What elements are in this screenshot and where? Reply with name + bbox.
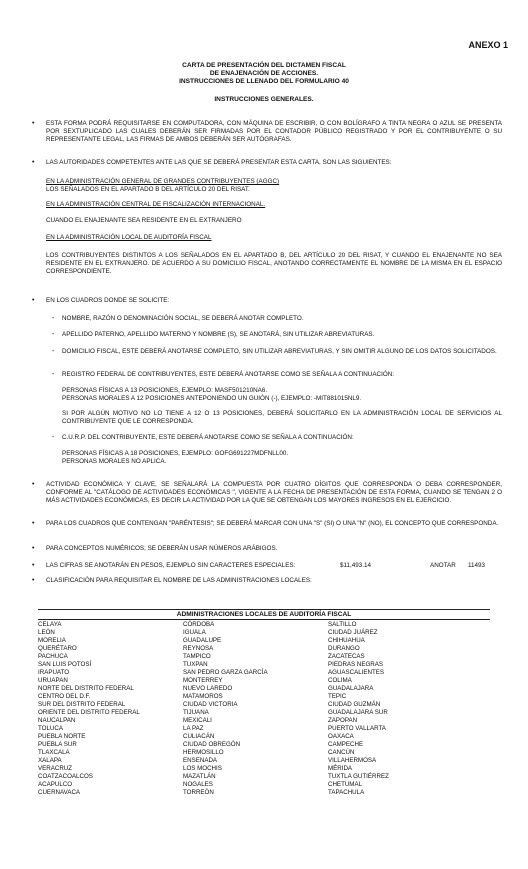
classification-paragraph: CLASIFICACIÓN PARA REQUISITAR EL NOMBRE DE LAS ADMINISTRACIONES LOCALES:: [46, 577, 312, 584]
bullet-icon: •: [32, 577, 35, 584]
table-cell: COLIMA: [328, 677, 352, 684]
intro-paragraph-2: LAS AUTORIDADES COMPETENTES ANTE LAS QUE SE DEBERÁ PRESENTAR ESTA CARTA, SON LAS SIGUIENTES:: [46, 159, 392, 166]
table-cell: ORIENTE DEL DISTRITO FEDERAL: [38, 709, 140, 716]
doc-title-line3: INSTRUCCIONES DE LLENADO DEL FORMULARIO 40: [179, 78, 349, 85]
table-cell: IRAPUATO: [38, 669, 70, 676]
table-cell: NAUCALPAN: [38, 717, 76, 724]
curp-example-fisicas: PERSONAS FÍSICAS A 18 POSICIONES, EJEMPLO: GOFG691227MDFNLL00.: [62, 450, 289, 457]
table-cell: IGUALA: [183, 629, 206, 636]
table-cell: MONTERREY: [183, 677, 223, 684]
table-cell: CHETUMAL: [328, 781, 363, 788]
table-cell: HERMOSILLO: [183, 749, 224, 756]
bullet-icon: •: [32, 120, 35, 127]
table-cell: PACHUCA: [38, 653, 68, 660]
table-cell: CÓRDOBA: [183, 621, 215, 628]
actividad-economica-paragraph: ACTIVIDAD ECONÓMICA Y CLAVE, SE SEÑALARÁ LA COMPUESTA POR CUATRO DÍGITOS QUE CORRESPONDA O DEBA CORRESPONDER, CONFORME AL "CATÁLOGO DE ACTIVIDADES ECONÓMICAS ", VIGENTE A LA FECHA DE PRESENTACIÓN DE ESTA FORMA, CUANDO SE TENGAN 2 O MÁS ACTIVIDADES ECONÓMICAS, ES DECIR LA ACTIVIDAD POR LA QUE SE OBTENGAN LOS MAYORES INGRESOS EN EL EJERCICIO.: [46, 481, 502, 505]
table-cell: SAN PEDRO GARZA GARCÍA: [183, 669, 268, 676]
table-cell: MÉRIDA: [328, 765, 353, 772]
curp-example-morales: PERSONAS MORALES NO APLICA.: [62, 458, 167, 465]
cuadros-item-5: C.U.R.P. DEL CONTRIBUYENTE, ESTE DEBERÁ ANOTARSE COMO SE SEÑALA A CONTINUACIÓN:: [62, 434, 354, 441]
table-cell: PUEBLA NORTE: [38, 733, 86, 740]
table-cell: MAZATLÁN: [183, 773, 216, 780]
table-cell: ZACATECAS: [328, 653, 365, 660]
table-cell: ZAPOPAN: [328, 717, 358, 724]
table-cell: CIUDAD VICTORIA: [183, 701, 238, 708]
rfc-note: SI POR ALGÚN MOTIVO NO LO TIENE A 12 O 13 POSICIONES, DEBERÁ SOLICITARLO EN LA ADMINISTRACIÓN LOCAL DE SERVICIOS AL CONTRIBUYENTE QUE LE CORRESPONDA.: [62, 410, 502, 426]
rfc-example-morales: PERSONAS MORALES A 12 POSICIONES ANTEPONIENDO UN GUIÓN (-), EJEMPLO: -MIT881015NL9.: [62, 395, 362, 402]
table-cell: DURANGO: [328, 645, 360, 652]
table-title: ADMINISTRACIONES LOCALES DE AUDITORÍA FISCAL: [38, 609, 490, 620]
table-cell: TOLUCA: [38, 725, 63, 732]
amounts-paragraph: LAS CIFRAS SE ANOTARÁN EN PESOS, EJEMPLO SIN CARACTERES ESPECIALES:: [46, 562, 296, 569]
anotar-value: 11493: [468, 562, 486, 569]
table-cell: CULIACÁN: [183, 733, 215, 740]
table-cell: CHIHUAHUA: [328, 637, 365, 644]
table-cell: MEXICALI: [183, 717, 212, 724]
table-cell: TEPIC: [328, 693, 347, 700]
table-cell: SAN LUIS POTOSÍ: [38, 661, 92, 668]
table-cell: LEÓN: [38, 629, 55, 636]
table-cell: CIUDAD JUÁREZ: [328, 629, 378, 636]
table-cell: NUEVO LAREDO: [183, 685, 233, 692]
dash-icon: -: [52, 434, 55, 441]
table-cell: TUXTLA GUTIÉRREZ: [328, 773, 389, 780]
dash-icon: -: [52, 331, 55, 338]
table-cell: SALTILLO: [328, 621, 357, 628]
doc-title-line2: DE ENAJENACIÓN DE ACCIONES.: [209, 70, 319, 77]
administraciones-table: [38, 609, 490, 797]
doc-title-line1: CARTA DE PRESENTACIÓN DEL DICTAMEN FISCAL: [182, 62, 346, 69]
table-cell: LOS MOCHIS: [183, 765, 222, 772]
table-cell: GUADALAJARA SUR: [328, 709, 388, 716]
table-cell: TLAXCALA: [38, 749, 70, 756]
authority-local: EN LA ADMINISTRACIÓN LOCAL DE AUDITORÍA FISCAL: [46, 234, 212, 241]
cuadros-title: EN LOS CUADROS DONDE SE SOLICITE:: [46, 297, 170, 304]
table-cell: LA PAZ: [183, 725, 204, 732]
anotar-label: ANOTAR: [430, 562, 456, 569]
table-cell: XALAPA: [38, 757, 62, 764]
authority-aggc: EN LA ADMINISTRACIÓN GENERAL DE GRANDES CONTRIBUYENTES (AGGC): [46, 178, 280, 185]
table-column-3: [328, 621, 478, 797]
authority-international: EN LA ADMINISTRACIÓN CENTRAL DE FISCALIZACIÓN INTERNACIONAL.: [46, 201, 266, 208]
dash-icon: -: [52, 371, 55, 378]
table-cell: TAPACHULA: [328, 789, 365, 796]
table-cell: GUADALUPE: [183, 637, 222, 644]
table-cell: NOGALES: [183, 781, 213, 788]
table-cell: MORELIA: [38, 637, 66, 644]
table-column-2: [183, 621, 328, 797]
table-cell: SUR DEL DISTRITO FEDERAL: [38, 701, 126, 708]
table-cell: CENTRO DEL D.F.: [38, 693, 91, 700]
table-cell: ACAPULCO: [38, 781, 73, 788]
table-cell: VERACRUZ: [38, 765, 73, 772]
table-cell: TAMPICO: [183, 653, 211, 660]
cuadros-item-4: REGISTRO FEDERAL DE CONTRIBUYENTES, ESTE DEBERÁ ANOTARSE COMO SE SEÑALA A CONTINUACIÓN:: [62, 371, 395, 378]
cuadros-item-3: DOMICILIO FISCAL, ESTE DEBERÁ ANOTARSE COMPLETO, SIN UTILIZAR ABREVIATURAS, Y SIN OMITIR ALGUNO DE LOS DATOS SOLICITADOS.: [62, 348, 497, 355]
bullet-icon: •: [32, 545, 35, 552]
bullet-icon: •: [32, 520, 35, 527]
table-cell: ENSENADA: [183, 757, 218, 764]
table-cell: MATAMOROS: [183, 693, 223, 700]
dash-icon: -: [52, 348, 55, 355]
rfc-example-fisicas: PERSONAS FÍSICAS A 13 POSICIONES, EJEMPLO: MASF501210NA6.: [62, 387, 268, 394]
table-cell: TORREÓN: [183, 789, 214, 796]
table-cell: OAXACA: [328, 733, 354, 740]
bullet-icon: •: [32, 297, 35, 304]
cuadros-item-1: NOMBRE, RAZÓN O DENOMINACIÓN SOCIAL, SE DEBERÁ ANOTAR COMPLETO.: [62, 315, 304, 322]
bullet-icon: •: [32, 159, 35, 166]
table-cell: CELAYA: [38, 621, 62, 628]
table-column-1: [38, 621, 183, 797]
bullet-icon: •: [32, 481, 35, 488]
table-cell: CANCÚN: [328, 749, 355, 756]
table-cell: CAMPECHE: [328, 741, 364, 748]
table-cell: AGUASCALIENTES: [328, 669, 385, 676]
table-cell: GUADALAJARA: [328, 685, 374, 692]
table-cell: COATZACOALCOS: [38, 773, 93, 780]
amount-example-value: $11,493.14: [340, 562, 372, 569]
authority-local-detail: LOS CONTRIBUYENTES DISTINTOS A LOS SEÑALADOS EN EL APARTADO B, DEL ARTÍCULO 20 DEL RISAT, Y CUANDO EL ENAJENANTE NO SEA RESIDENTE EN EL EXTRANJERO. DE ACUERDO A SU DOMICILIO FISCAL, ANOTANDO CORRECTAMENTE EL NOMBRE DE LA MISMA EN EL ESPACIO CORRESPONDIENTE.: [46, 252, 502, 276]
table-cell: VILLAHERMOSA: [328, 757, 377, 764]
table-cell: NORTE DEL DISTRITO FEDERAL: [38, 685, 134, 692]
table-cell: CIUDAD OBREGÓN: [183, 741, 241, 748]
table-cell: PIEDRAS NEGRAS: [328, 661, 384, 668]
table-cell: TIJUANA: [183, 709, 209, 716]
intro-paragraph-1: ESTA FORMA PODRÁ REQUISITARSE EN COMPUTADORA, CON MÁQUINA DE ESCRIBIR, O CON BOLÍGRAFO A TINTA NEGRA O AZUL SE PRESENTA POR SEXTUPLICADO LAS CUALES DEBERÁN SER FIRMADAS POR EL CONTADOR PÚBLICO REGISTRADO Y POR EL CONTRIBUYENTE O SU REPRESENTANTE LEGAL, LAS FIRMAS DE AMBOS DEBERÁN SER AUTÓGRAFAS.: [46, 120, 502, 144]
table-cell: REYNOSA: [183, 645, 214, 652]
numeric-concepts-paragraph: PARA CONCEPTOS NUMÉRICOS; SE DEBERÁN USAR NÚMEROS ARÁBIGOS.: [46, 545, 278, 552]
cuadros-item-2: APELLIDO PATERNO, APELLIDO MATERNO Y NOMBRE (S), SE ANOTARÁ, SIN UTILIZAR ABREVIATURAS.: [62, 331, 375, 338]
table-cell: CIUDAD GUZMÁN: [328, 701, 381, 708]
section-title-general: INSTRUCCIONES GENERALES.: [214, 96, 314, 103]
table-cell: QUERÉTARO: [38, 645, 77, 652]
table-cell: PUEBLA SUR: [38, 741, 77, 748]
parentesis-paragraph: PARA LOS CUADROS QUE CONTENGAN "PARÉNTESIS"; SE DEBERÁ MARCAR CON UNA "S" (SI) O UNA "N" (NO), EL CONCEPTO QUE CORRESPONDA.: [46, 520, 499, 527]
authority-international-detail: CUANDO EL ENAJENANTE SEA RESIDENTE EN EL EXTRANJERO: [46, 217, 242, 224]
bullet-icon: •: [32, 562, 35, 569]
table-cell: URUAPAN: [38, 677, 68, 684]
table-cell: PUERTO VALLARTA: [328, 725, 386, 732]
dash-icon: -: [52, 315, 55, 322]
annex-label: ANEXO 1: [468, 40, 508, 50]
table-cell: CUERNAVACA: [38, 789, 81, 796]
authority-aggc-detail: LOS SEÑALADOS EN EL APARTADO B DEL ARTÍCULO 20 DEL RISAT.: [46, 186, 250, 193]
table-cell: TUXPAN: [183, 661, 208, 668]
